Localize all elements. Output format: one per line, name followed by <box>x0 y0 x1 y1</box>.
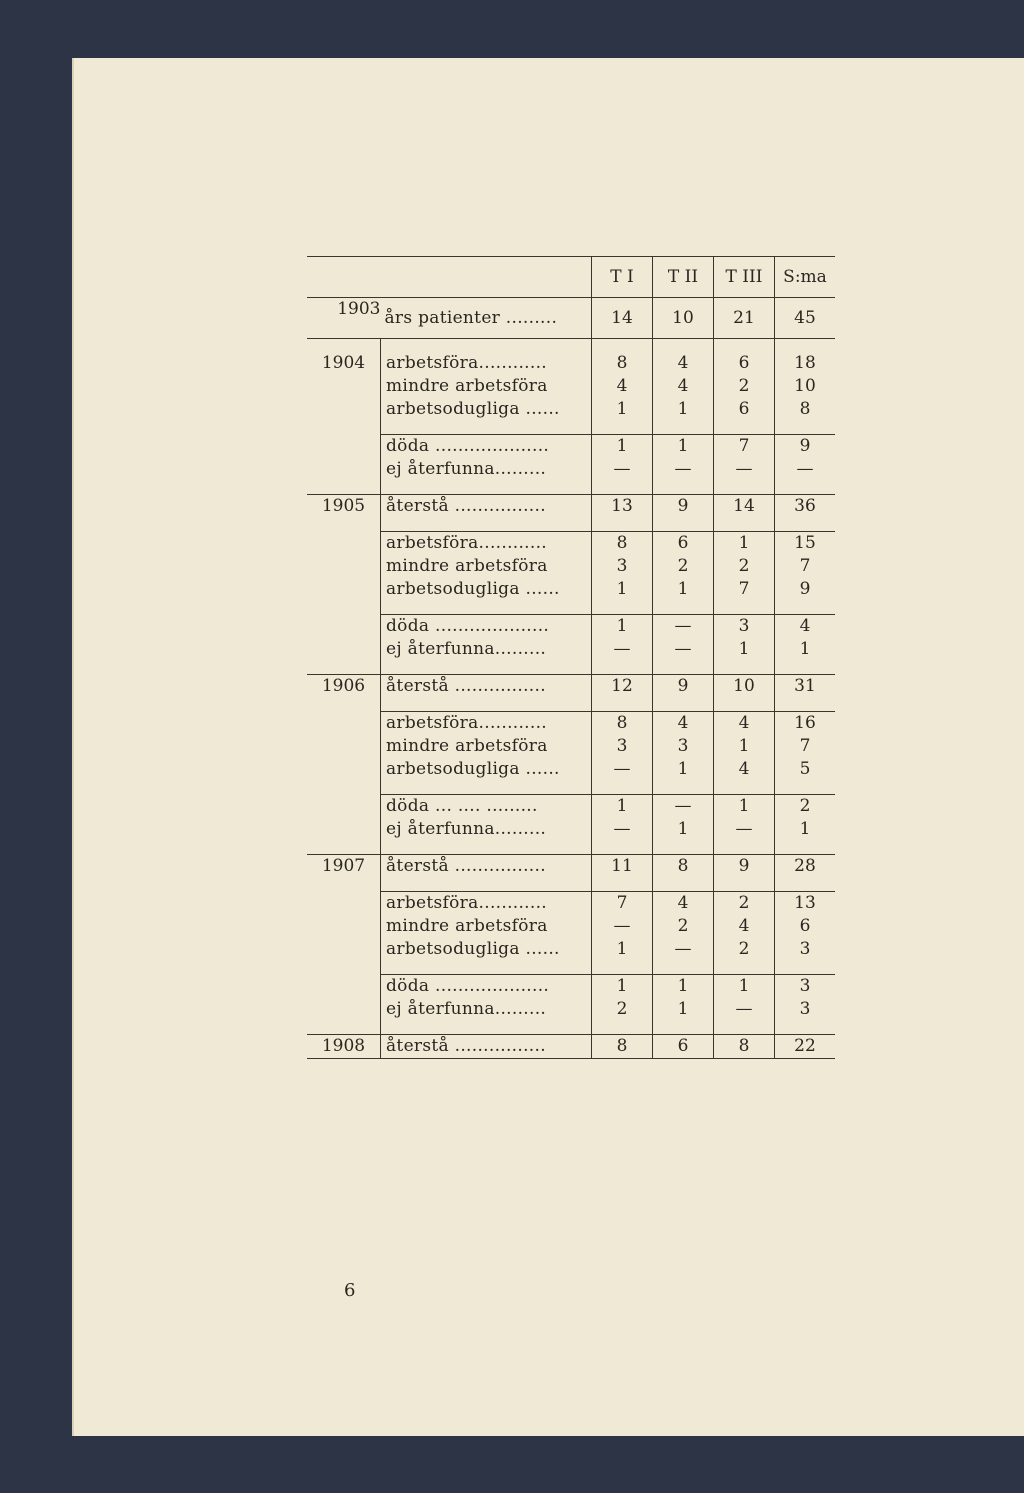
cell: 1 <box>592 435 653 459</box>
row-label: ej återfunna......... <box>381 458 592 481</box>
spacer-cell <box>653 481 714 495</box>
cell: 6 <box>714 352 775 375</box>
cell: — <box>714 998 775 1021</box>
cell: — <box>714 458 775 481</box>
row-label: års patienter ......... <box>381 298 592 339</box>
cell: 1 <box>592 975 653 999</box>
spacer-cell <box>307 781 381 795</box>
table-row <box>307 795 835 819</box>
table-row <box>307 398 835 421</box>
cell: 1 <box>653 578 714 601</box>
year-label: 1906 <box>307 675 381 699</box>
row-label: döda .................... <box>381 615 592 639</box>
year-cell <box>307 375 381 398</box>
cell: 3 <box>714 615 775 639</box>
spacer-row <box>307 601 835 615</box>
row-label: återstå ................ <box>381 855 592 879</box>
cell: 1 <box>714 532 775 556</box>
spacer-row <box>307 698 835 712</box>
col-header-sum: S:ma <box>775 257 836 298</box>
table-row <box>307 915 835 938</box>
cell: 9 <box>714 855 775 879</box>
cell: 2 <box>714 938 775 961</box>
spacer-cell <box>307 878 381 892</box>
spacer-cell <box>307 339 381 353</box>
year-cell <box>307 555 381 578</box>
table-row <box>307 375 835 398</box>
row-label: mindre arbetsföra <box>381 555 592 578</box>
spacer-cell <box>381 518 592 532</box>
spacer-cell <box>653 841 714 855</box>
spacer-cell <box>775 1021 836 1035</box>
cell: 28 <box>775 855 836 879</box>
cell: 1 <box>653 398 714 421</box>
row-label: ej återfunna......... <box>381 998 592 1021</box>
spacer-row <box>307 841 835 855</box>
table-row <box>307 855 835 879</box>
spacer-cell <box>775 481 836 495</box>
table-row <box>307 638 835 661</box>
cell: 2 <box>775 795 836 819</box>
year-cell <box>307 638 381 661</box>
cell: 6 <box>653 532 714 556</box>
table-row <box>307 938 835 961</box>
cell: 1 <box>799 819 811 839</box>
spacer-cell <box>592 1021 653 1035</box>
cell: 1 <box>592 795 653 819</box>
row-label: mindre arbetsföra <box>381 735 592 758</box>
cell: 22 <box>775 1035 836 1059</box>
year-cell <box>307 818 381 841</box>
spacer-cell <box>714 339 775 353</box>
spacer-cell <box>775 698 836 712</box>
cell: — <box>653 795 714 819</box>
year-label: 1904 <box>307 352 381 375</box>
cell: 4 <box>714 758 775 781</box>
spacer-row <box>307 781 835 795</box>
year-cell <box>307 398 381 421</box>
cell: — <box>592 458 653 481</box>
cell: 1 <box>714 975 775 999</box>
cell: — <box>592 638 653 661</box>
spacer-cell <box>653 698 714 712</box>
spacer-cell <box>714 421 775 435</box>
cell: 5 <box>799 759 811 779</box>
cell: 4 <box>775 615 836 639</box>
cell: — <box>592 758 653 781</box>
table-row <box>307 892 835 916</box>
spacer-cell <box>307 698 381 712</box>
col-header-t2: T II <box>653 257 714 298</box>
row-label: arbetsodugliga ...... <box>381 938 592 961</box>
year-cell <box>307 735 381 758</box>
row-label: arbetsföra............ <box>381 352 592 375</box>
cell: 3 <box>653 735 714 758</box>
spacer-cell <box>653 421 714 435</box>
spacer-row <box>307 1021 835 1035</box>
spacer-cell <box>381 961 592 975</box>
col-header-t3: T III <box>714 257 775 298</box>
cell: 12 <box>592 675 653 699</box>
row-label: återstå ................ <box>381 495 592 519</box>
spacer-cell <box>592 961 653 975</box>
spacer-cell <box>592 518 653 532</box>
year-label: 1908 <box>307 1035 381 1059</box>
year-cell <box>307 938 381 961</box>
year-label: 1903 <box>307 298 381 339</box>
row-label: arbetsföra............ <box>381 892 592 916</box>
spacer-cell <box>775 961 836 975</box>
spacer-cell <box>307 961 381 975</box>
cell: 1 <box>592 578 653 601</box>
spacer-row <box>307 878 835 892</box>
cell: 11 <box>592 855 653 879</box>
cell: — <box>592 915 653 938</box>
spacer-cell <box>775 421 836 435</box>
spacer-cell <box>307 841 381 855</box>
spacer-cell <box>653 781 714 795</box>
cell: 8 <box>592 352 653 375</box>
table-row <box>307 758 835 781</box>
cell: 2 <box>714 892 775 916</box>
spacer-cell <box>381 781 592 795</box>
spacer-cell <box>653 661 714 675</box>
year-cell <box>307 435 381 459</box>
cell: 36 <box>775 495 836 519</box>
table-row <box>307 712 835 736</box>
cell: 6 <box>653 1035 714 1059</box>
statistics-table <box>307 256 835 1059</box>
row-label: mindre arbetsföra <box>381 915 592 938</box>
row-label: arbetsodugliga ...... <box>381 578 592 601</box>
year-cell <box>307 615 381 639</box>
spacer-cell <box>592 698 653 712</box>
cell: 31 <box>775 675 836 699</box>
cell: 3 <box>592 735 653 758</box>
spacer-cell <box>307 481 381 495</box>
spacer-cell <box>381 601 592 615</box>
cell: 6 <box>799 916 811 936</box>
cell: 3 <box>799 939 811 959</box>
table-row <box>307 532 835 556</box>
cell: 1 <box>799 639 811 659</box>
cell: 7 <box>799 736 811 756</box>
cell: 1 <box>592 398 653 421</box>
year-cell <box>307 998 381 1021</box>
cell: 8 <box>592 532 653 556</box>
year-cell <box>307 712 381 736</box>
spacer-cell <box>653 339 714 353</box>
cell: 8 <box>714 1035 775 1059</box>
spacer-cell <box>307 1021 381 1035</box>
cell: 8 <box>592 712 653 736</box>
spacer-cell <box>714 661 775 675</box>
table-row <box>307 555 835 578</box>
patients-row <box>307 298 835 339</box>
cell: 4 <box>653 892 714 916</box>
cell: — <box>653 615 714 639</box>
cell: 13 <box>592 495 653 519</box>
cell: — <box>592 818 653 841</box>
cell: — <box>653 638 714 661</box>
cell: 45 <box>775 298 836 339</box>
table-row <box>307 615 835 639</box>
table-row <box>307 495 835 519</box>
spacer-cell <box>381 339 592 353</box>
cell: — <box>714 818 775 841</box>
spacer-row <box>307 481 835 495</box>
row-label: återstå ................ <box>381 675 592 699</box>
row-label: arbetsföra............ <box>381 712 592 736</box>
spacer-cell <box>592 339 653 353</box>
cell: 4 <box>653 352 714 375</box>
spacer-cell <box>653 518 714 532</box>
spacer-cell <box>592 878 653 892</box>
cell: 1 <box>592 615 653 639</box>
spacer-cell <box>592 781 653 795</box>
row-label: döda .................... <box>381 435 592 459</box>
cell: 3 <box>775 975 836 999</box>
spacer-cell <box>307 661 381 675</box>
row-label: arbetsföra............ <box>381 532 592 556</box>
cell: 1 <box>653 758 714 781</box>
row-label: döda .................... <box>381 975 592 999</box>
cell: 10 <box>794 376 816 396</box>
book-page <box>72 58 1024 1436</box>
cell: 16 <box>775 712 836 736</box>
cell: 3 <box>799 999 811 1019</box>
cell: 4 <box>714 915 775 938</box>
cell: 4 <box>592 375 653 398</box>
spacer-cell <box>714 781 775 795</box>
cell: 4 <box>653 375 714 398</box>
spacer-cell <box>381 1021 592 1035</box>
cell: 10 <box>653 298 714 339</box>
row-label: ej återfunna......... <box>381 818 592 841</box>
spacer-cell <box>714 698 775 712</box>
cell: 2 <box>592 998 653 1021</box>
cell: 13 <box>775 892 836 916</box>
spacer-row <box>307 961 835 975</box>
spacer-cell <box>307 518 381 532</box>
cell: 8 <box>799 399 811 419</box>
table-row <box>307 998 835 1021</box>
table-row <box>307 1035 835 1059</box>
cell: 7 <box>714 578 775 601</box>
spacer-row <box>307 518 835 532</box>
spacer-cell <box>592 481 653 495</box>
spacer-cell <box>592 601 653 615</box>
spacer-row <box>307 421 835 435</box>
cell: 15 <box>775 532 836 556</box>
spacer-cell <box>381 661 592 675</box>
cell: 14 <box>714 495 775 519</box>
spacer-cell <box>775 339 836 353</box>
year-cell <box>307 532 381 556</box>
row-label: återstå ................ <box>381 1035 592 1059</box>
cell: — <box>796 459 814 479</box>
cell: 1 <box>714 638 775 661</box>
spacer-row <box>307 661 835 675</box>
year-label: 1907 <box>307 855 381 879</box>
table-row <box>307 352 835 375</box>
cell: 1 <box>592 938 653 961</box>
spacer-cell <box>714 601 775 615</box>
cell: 7 <box>714 435 775 459</box>
year-cell <box>307 892 381 916</box>
row-label: mindre arbetsföra <box>381 375 592 398</box>
spacer-cell <box>381 878 592 892</box>
spacer-cell <box>381 481 592 495</box>
cell: 9 <box>799 579 811 599</box>
row-label: ej återfunna......... <box>381 638 592 661</box>
table-row <box>307 735 835 758</box>
spacer-cell <box>714 1021 775 1035</box>
spacer-cell <box>592 661 653 675</box>
cell: 2 <box>653 915 714 938</box>
header-row <box>307 257 835 298</box>
spacer-cell <box>775 878 836 892</box>
spacer-cell <box>714 961 775 975</box>
spacer-cell <box>592 421 653 435</box>
spacer-cell <box>775 518 836 532</box>
cell: 2 <box>714 555 775 578</box>
year-label: 1905 <box>307 495 381 519</box>
cell: 3 <box>592 555 653 578</box>
spacer-cell <box>381 841 592 855</box>
table-row <box>307 458 835 481</box>
spacer-cell <box>381 421 592 435</box>
cell: 18 <box>794 353 816 373</box>
year-cell <box>307 915 381 938</box>
cell: 1 <box>653 975 714 999</box>
spacer-cell <box>714 878 775 892</box>
cell: 9 <box>775 435 836 459</box>
cell: 8 <box>653 855 714 879</box>
year-cell <box>307 458 381 481</box>
year-cell <box>307 975 381 999</box>
cell: 4 <box>714 712 775 736</box>
spacer-cell <box>714 518 775 532</box>
cell: 6 <box>714 398 775 421</box>
cell: 14 <box>592 298 653 339</box>
col-header-t1: T I <box>592 257 653 298</box>
spacer-cell <box>653 1021 714 1035</box>
row-label: arbetsodugliga ...... <box>381 758 592 781</box>
cell: 4 <box>653 712 714 736</box>
cell: 9 <box>653 495 714 519</box>
table-row <box>307 435 835 459</box>
spacer-cell <box>592 841 653 855</box>
cell: 1 <box>714 795 775 819</box>
spacer-cell <box>307 421 381 435</box>
spacer-cell <box>775 661 836 675</box>
spacer-cell <box>714 481 775 495</box>
spacer-cell <box>775 781 836 795</box>
cell: 10 <box>714 675 775 699</box>
year-cell <box>307 758 381 781</box>
table-row <box>307 578 835 601</box>
cell: 7 <box>592 892 653 916</box>
cell: 2 <box>714 375 775 398</box>
spacer-cell <box>653 961 714 975</box>
cell: 2 <box>653 555 714 578</box>
cell: — <box>653 938 714 961</box>
table-row <box>307 975 835 999</box>
spacer-cell <box>714 841 775 855</box>
row-label: döda ... .... ......... <box>381 795 592 819</box>
cell: 1 <box>653 435 714 459</box>
cell: 8 <box>592 1035 653 1059</box>
spacer-cell <box>775 601 836 615</box>
cell: — <box>653 458 714 481</box>
cell: 1 <box>653 818 714 841</box>
cell: 21 <box>714 298 775 339</box>
page-number: 6 <box>344 1280 356 1301</box>
row-label: arbetsodugliga ...... <box>381 398 592 421</box>
cell: 7 <box>799 556 811 576</box>
cell: 1 <box>714 735 775 758</box>
year-cell <box>307 795 381 819</box>
spacer-cell <box>307 601 381 615</box>
spacer-cell <box>653 601 714 615</box>
spacer-row <box>307 339 835 353</box>
spacer-cell <box>381 698 592 712</box>
cell: 1 <box>653 998 714 1021</box>
spacer-cell <box>775 841 836 855</box>
spacer-cell <box>653 878 714 892</box>
year-cell <box>307 578 381 601</box>
table-row <box>307 818 835 841</box>
cell: 9 <box>653 675 714 699</box>
table-row <box>307 675 835 699</box>
